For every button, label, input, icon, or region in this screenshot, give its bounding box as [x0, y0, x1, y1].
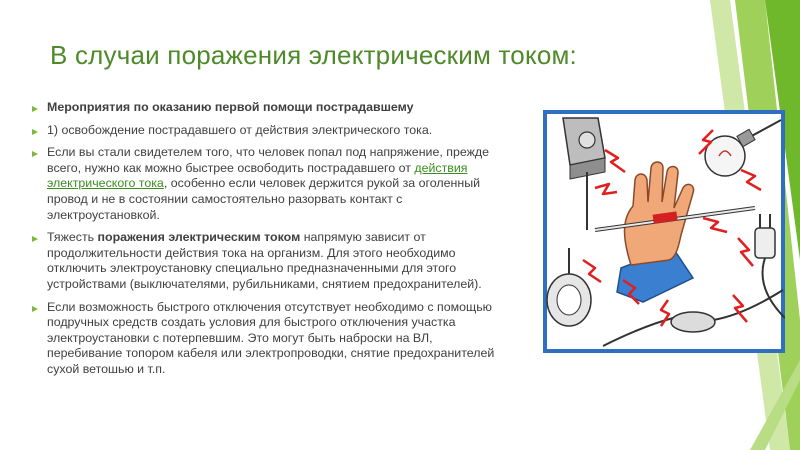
electric-current-link[interactable]: действия электрического тока [47, 160, 468, 191]
bullet-text-part: Если вы стали свидетелем того, что человек попал под напряжение, прежде всего, нужно как можно быстрее освободить пострадавшего от [47, 145, 489, 175]
bullet-text: 1) освобождение пострадавшего от действия электрического тока. [47, 122, 433, 137]
electric-shock-illustration [543, 110, 785, 353]
bullet-list [30, 100, 510, 385]
bullet-item [30, 100, 510, 116]
bullet-item [30, 123, 510, 139]
bullet-text-part: , особенно если человек держится рукой за оголенный провод и не в состоянии самостоятельно разорвать контакт с электроустановкой. [47, 176, 481, 222]
bullet-item [30, 145, 510, 223]
bullet-text: Если возможность быстрого отключения отсутствует необходимо с помощью подручных средств создать условия для быстрого отключения участка электроустановки с потерпевшим. Это могут быть наброски на ВЛ, перебивание топором кабеля или электропроводки, снятие предохранителей сухой ветошью и т.п. [47, 299, 495, 376]
bullet-text-part: Тяжесть [47, 230, 98, 245]
bullet-text-part: напрямую зависит от продолжительности действия тока на организм. Для этого необходимо отключить электроустановку специально предназначенными для этого устройствами (выключателями, рубильниками, снятием предохранителей). [47, 230, 482, 291]
bullet-bold-text: поражения электрическим током [97, 230, 301, 245]
slide-title: В случаи поражения электрическим током: [50, 40, 577, 70]
bullet-item [30, 300, 510, 378]
bullet-item [30, 230, 510, 292]
bullet-text: Мероприятия по оказанию первой помощи пострадавшему [47, 100, 414, 114]
